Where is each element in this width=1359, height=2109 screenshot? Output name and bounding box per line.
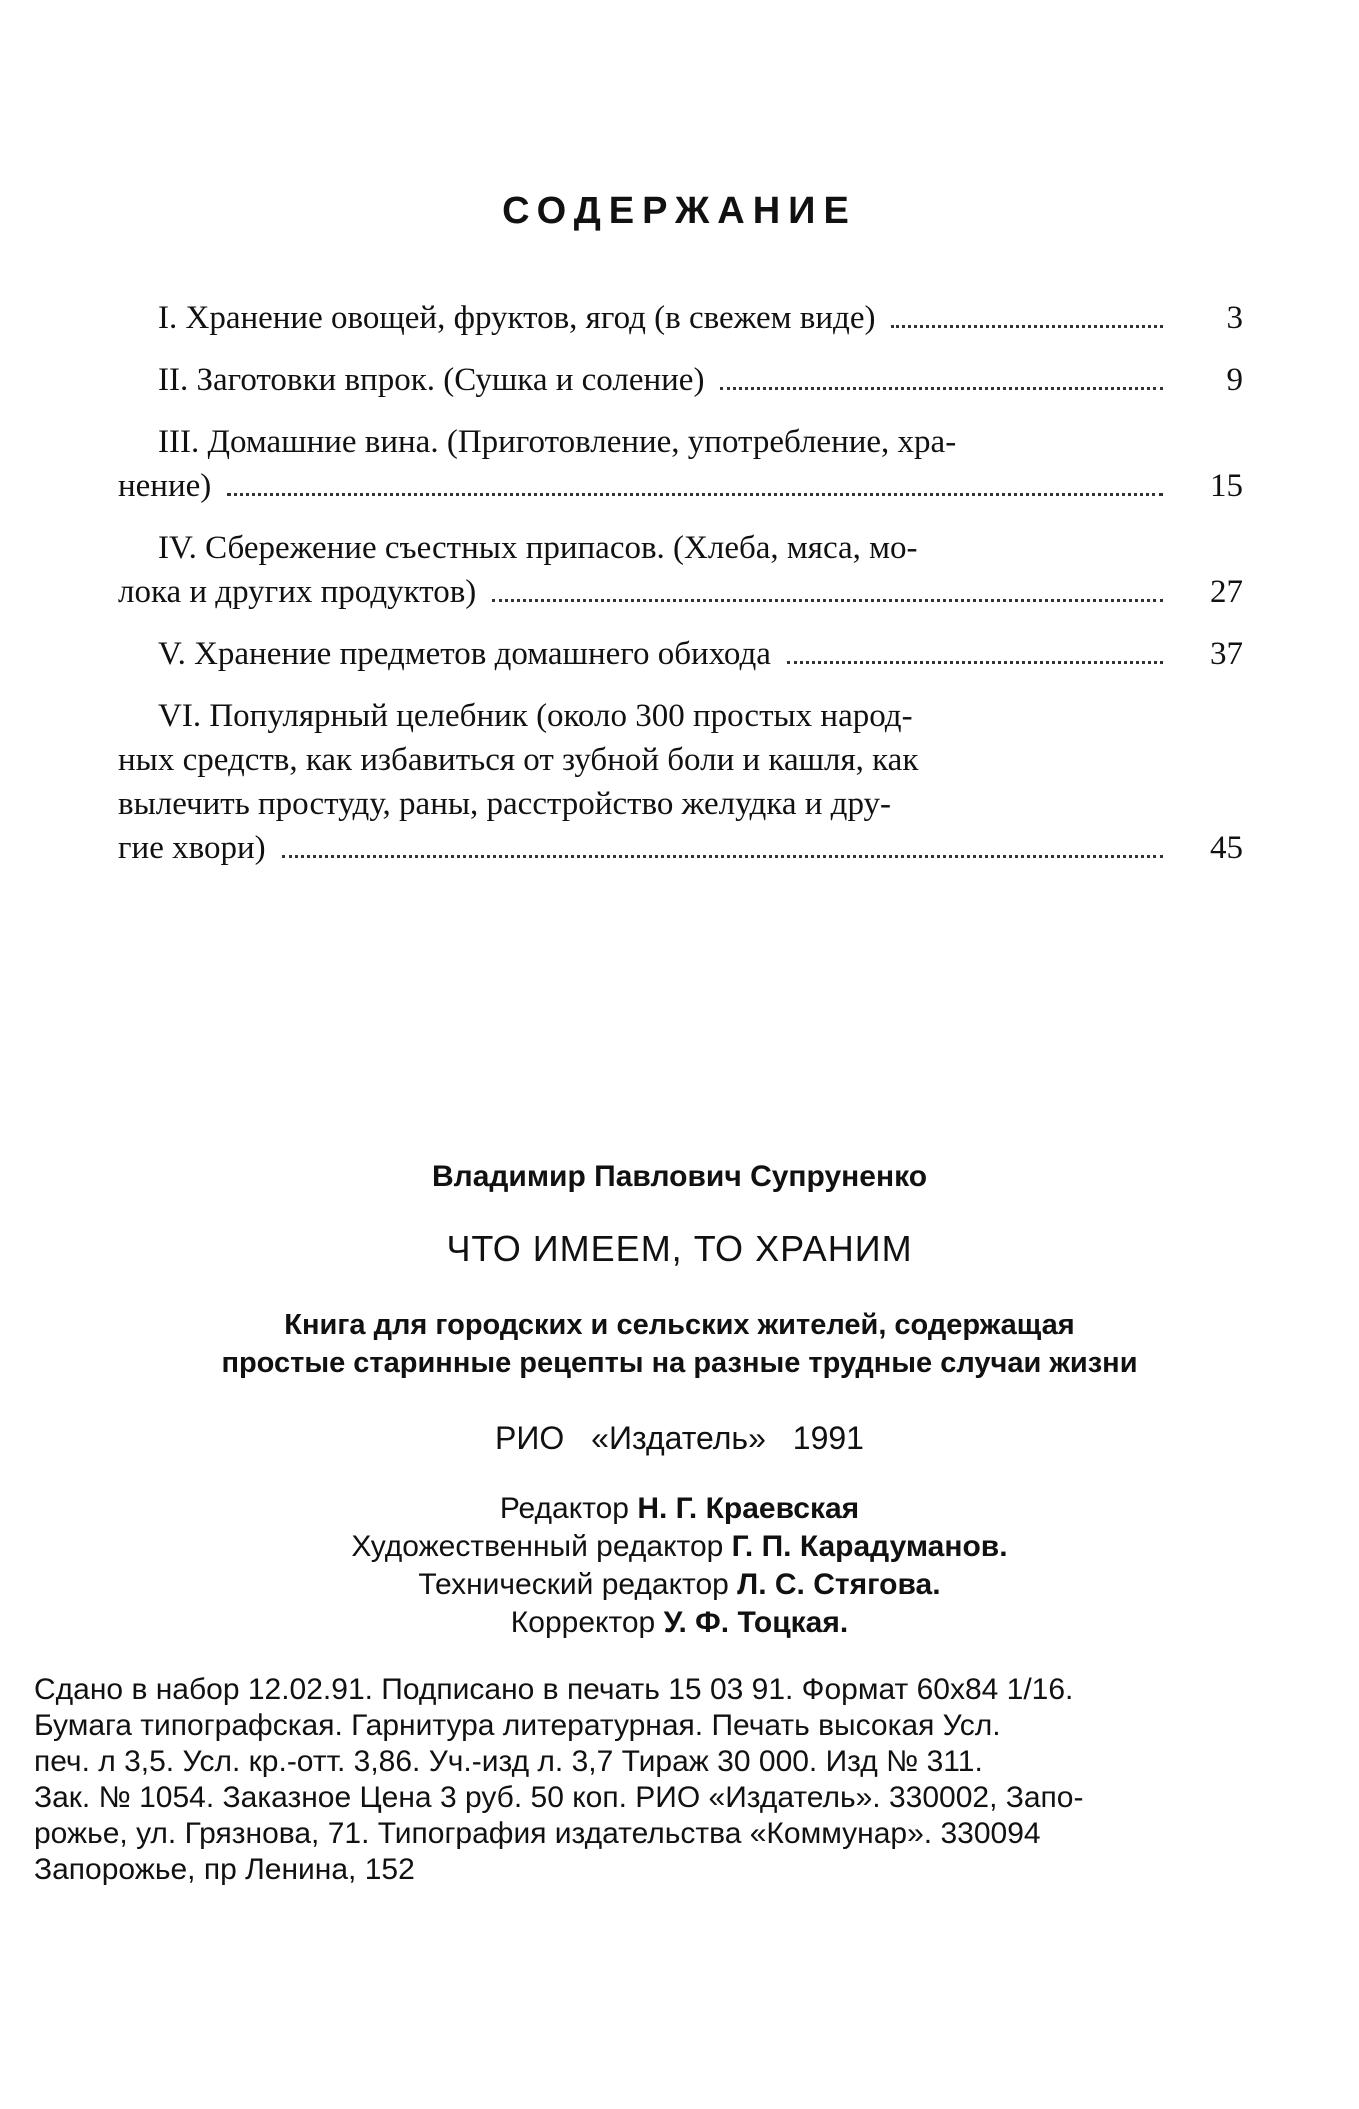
subtitle-line: простые старинные рецепты на разные трудные случаи жизни: [221, 1347, 1138, 1379]
toc-page-number: 15: [1210, 468, 1243, 504]
toc-entry[interactable]: [118, 526, 1243, 614]
credit-name: Н. Г. Краевская: [637, 1492, 860, 1525]
credit-line: [0, 1604, 1359, 1642]
credit-role: Корректор: [510, 1606, 664, 1639]
credit-line: [0, 1490, 1359, 1528]
publisher-line: РИО «Издатель» 1991: [495, 1420, 864, 1456]
leader-dots: [492, 599, 1163, 602]
credit-role: Редактор: [499, 1492, 638, 1525]
leader-dots: [282, 855, 1163, 858]
imprint-line: Сдано в набор 12.02.91. Подписано в печать 15 03 91. Формат 60х84 1/16.: [34, 1673, 1074, 1706]
imprint-line: печ. л 3,5. Усл. кр.-отт. 3,86. Уч.-изд л. 3,7 Тираж 30 000. Изд № 311.: [34, 1745, 983, 1778]
leader-dots: [227, 493, 1163, 496]
book-subtitle: [0, 1306, 1359, 1382]
toc-entry[interactable]: [118, 296, 1243, 340]
credits-block: [0, 1490, 1359, 1642]
book-author: Владимир Павлович Супруненко: [431, 1160, 928, 1193]
book-title: ЧТО ИМЕЕМ, ТО ХРАНИМ: [446, 1228, 913, 1269]
imprint-line: рожье, ул. Грязнова, 71. Типография издательства «Коммунар». 330094: [34, 1817, 1041, 1850]
toc-entry-text: вылечить простуду, раны, расстройство желудка и дру-: [118, 786, 892, 822]
toc-entry[interactable]: [118, 632, 1243, 676]
toc-entry-text: I. Хранение овощей, фруктов, ягод (в свежем виде): [158, 300, 876, 336]
toc-entry[interactable]: [118, 420, 1243, 508]
toc-page-number: 45: [1210, 830, 1243, 866]
toc-entry-text: лока и других продуктов): [118, 574, 477, 610]
toc-entry-text: VI. Популярный целебник (около 300 простых народ-: [158, 698, 913, 734]
table-of-contents: [118, 296, 1243, 888]
credit-role: Художественный редактор: [351, 1530, 732, 1563]
credit-line: [0, 1528, 1359, 1566]
credit-line: [0, 1566, 1359, 1604]
credit-name: У. Ф. Тоцкая.: [663, 1606, 849, 1639]
imprint-line: Зак. № 1054. Заказное Цена 3 руб. 50 коп. РИО «Издатель». 330002, Запо-: [34, 1781, 1084, 1814]
credit-name: Г. П. Карадуманов.: [731, 1530, 1008, 1563]
toc-page-number: 9: [1226, 362, 1243, 398]
leader-dots: [787, 661, 1163, 664]
toc-entry-text: II. Заготовки впрок. (Сушка и соление): [158, 362, 705, 398]
credit-name: Л. С. Стягова.: [737, 1568, 941, 1601]
toc-page-number: 27: [1210, 574, 1243, 610]
toc-entry[interactable]: [118, 694, 1243, 870]
imprint-block: [34, 1672, 1314, 1888]
page-title: СОДЕРЖАНИЕ: [502, 190, 857, 232]
toc-entry-text: III. Домашние вина. (Приготовление, употребление, хра-: [158, 424, 957, 460]
toc-entry-text: ных средств, как избавиться от зубной боли и кашля, как: [118, 742, 919, 778]
credit-role: Технический редактор: [418, 1568, 738, 1601]
leader-dots: [720, 387, 1163, 390]
leader-dots: [891, 325, 1163, 328]
imprint-line: Запорожье, пр Ленина, 152: [34, 1853, 415, 1886]
subtitle-line: Книга для городских и сельских жителей, содержащая: [284, 1309, 1075, 1341]
toc-page-number: 3: [1226, 300, 1243, 336]
toc-entry-text: нение): [118, 468, 212, 504]
toc-page-number: 37: [1210, 636, 1243, 672]
toc-entry[interactable]: [118, 358, 1243, 402]
toc-entry-text: V. Хранение предметов домашнего обихода: [158, 636, 771, 672]
toc-entry-text: IV. Сбережение съестных припасов. (Хлеба, мяса, мо-: [158, 530, 918, 566]
imprint-line: Бумага типографская. Гарнитура литературная. Печать высокая Усл.: [34, 1709, 1001, 1742]
toc-entry-text: гие хвори): [118, 830, 266, 866]
